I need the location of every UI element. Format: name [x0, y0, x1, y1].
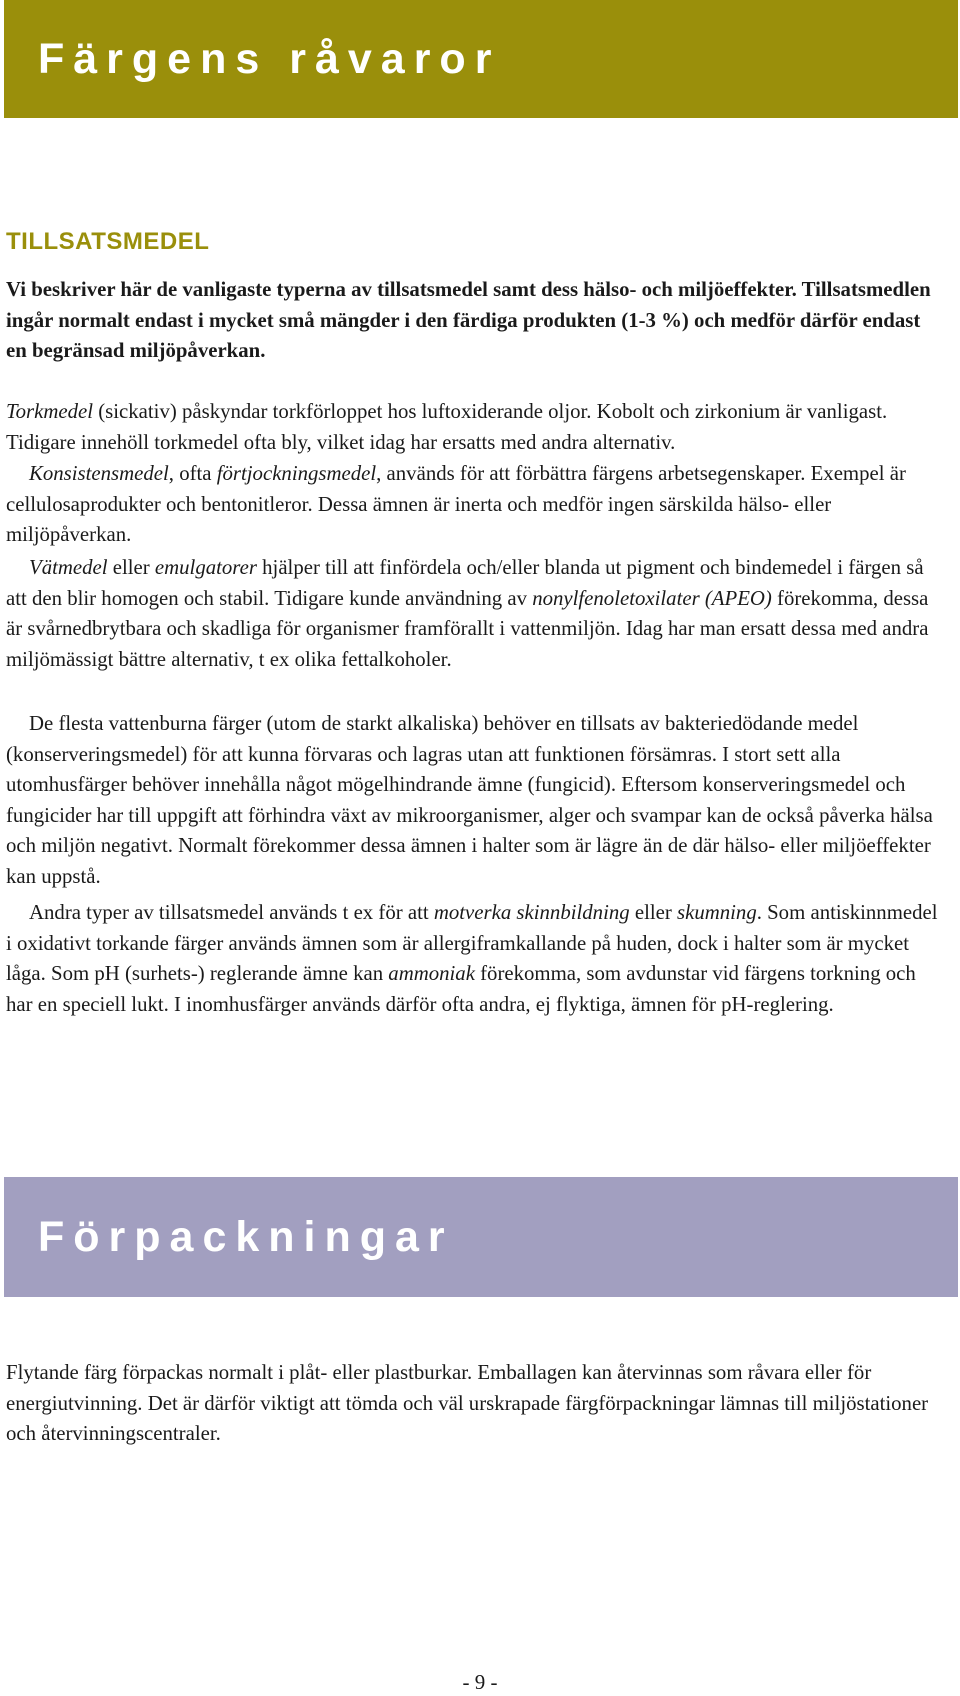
- term-konsistensmedel: Konsistensmedel: [29, 462, 169, 485]
- section-title: Förpackningar: [38, 1212, 454, 1261]
- paragraph-forpackningar: Flytande färg förpackas normalt i plåt- eller plastburkar. Emballagen kan återvinnas som råvara eller för energiutvinning. Det är därför viktigt att tömda och väl urskrapade färgförpackningar lämnas till miljöstationer och återvinningscentraler.: [6, 1361, 929, 1445]
- paragraph-konserveringsmedel: De flesta vattenburna färger (utom de starkt alkaliska) behöver en tillsats av bakteriedödande medel (konserveringsmedel) för att kunna förvaras och lagras utan att funktionen försämras. I stort sett alla utomhusfärger behöver innehålla något mögelhindrande ämne (fungicid). Eftersom konserveringsmedel och fungicider har till uppgift att förhindra växt av mikroorganismer, alger och svampar kan de också påverka hälsa och miljön negativt. Normalt förekommer dessa ämnen i halter som är lägre än de där hälso- eller miljöeffekter kan uppstå.: [6, 712, 933, 888]
- paragraph-text: hjälper till att finfördela och/eller blanda ut pigment och bindemedel i färgen så att den blir homogen och stabil. Tidigare kunde användning av: [6, 556, 924, 610]
- paragraph-text: . Som antiskinnmedel i oxidativt torkande färger används ämnen som är allergiframkallande på huden, dock i halter som är mycket låga. Som pH (surhets-) reglerande ämne kan: [6, 901, 938, 985]
- lead-paragraph: Vi beskriver här de vanligaste typerna av tillsatsmedel samt dess hälso- och miljöeffekter. Tillsatsmedlen ingår normalt endast i mycket små mängder i den färdiga produkten (1-3 %) och medför därför endast en begränsad miljöpåverkan.: [6, 278, 931, 362]
- term-vatmedel: Vätmedel: [29, 556, 108, 579]
- section-banner: [4, 1177, 958, 1297]
- paragraph-text: (sickativ) påskyndar torkförloppet hos luftoxiderande oljor. Kobolt och zirkonium är vanligast. Tidigare innehöll torkmedel ofta bly, vilket idag har ersatts med andra alternativ.: [6, 400, 888, 454]
- paragraph-text: eller: [107, 556, 155, 579]
- paragraph-text: , används för att förbättra färgens arbetsegenskaper. Exempel är cellulosaprodukter och bentonitleror. Dessa ämnen är inerta och medför ingen särskilda hälso- eller miljöpåverkan.: [6, 462, 906, 546]
- term-ammoniak: ammoniak: [388, 962, 475, 985]
- page-number: - 9 -: [462, 1670, 498, 1694]
- paragraph-text: förekomma, som avdunstar vid färgens torkning och har en speciell lukt. I inomhusfärger används därför ofta andra, ej flyktiga, ämnen för pH-reglering.: [6, 962, 916, 1016]
- term-torkmedel: Torkmedel: [6, 400, 94, 423]
- section-heading: TILLSATSMEDEL: [6, 228, 210, 255]
- header-banner: [4, 0, 958, 118]
- term-apeo: nonylfenoletoxilater (APEO): [532, 586, 772, 610]
- term-fortjockningsmedel: förtjockningsmedel: [216, 462, 377, 485]
- page-title: Färgens råvaror: [38, 34, 501, 83]
- paragraph-andra-tillsatsmedel: [6, 898, 946, 1020]
- paragraph-torkmedel: [6, 397, 946, 458]
- term-emulgatorer: emulgatorer: [154, 556, 257, 579]
- paragraph-konsistensmedel: [6, 459, 946, 551]
- paragraph-text: Andra typer av tillsatsmedel används t ex för att: [29, 901, 434, 924]
- term-motverka-skinnbildning: motverka skinnbildning: [433, 901, 630, 924]
- paragraph-text: förekomma, dessa är svårnedbrytbara och skadliga för organismer framförallt i vattenmiljön. Idag har man ersatt dessa med andra miljömässigt bättre alternativ, t ex olika fettalkoholer.: [6, 586, 929, 671]
- paragraph-text: eller: [629, 901, 677, 924]
- term-skumning: skumning: [677, 901, 757, 924]
- paragraph-text: , ofta: [168, 462, 217, 485]
- paragraph-vatmedel: [6, 553, 946, 675]
